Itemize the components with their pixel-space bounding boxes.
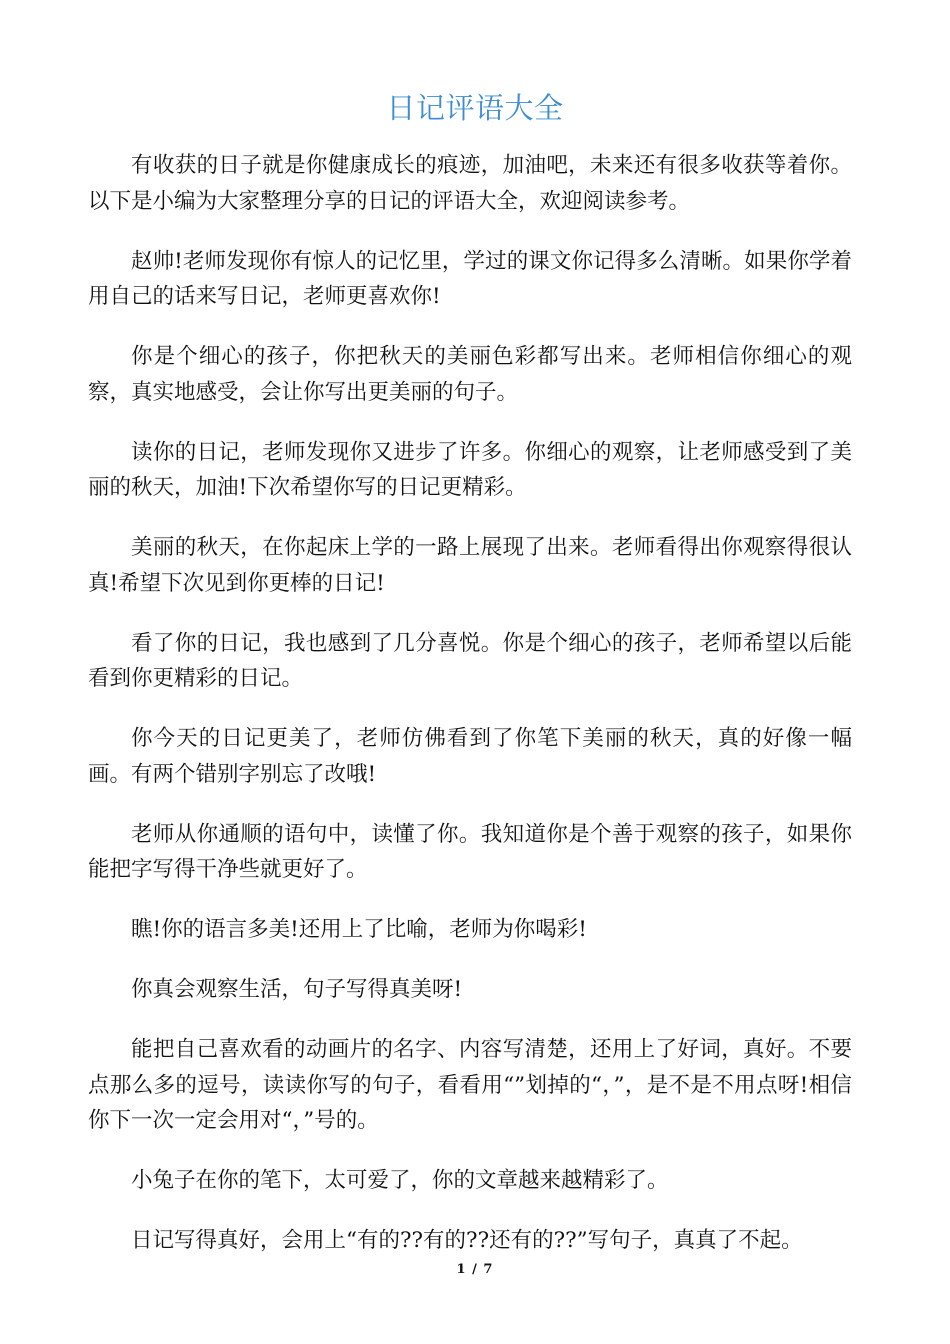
paragraph: 日记写得真好，会用上“有的??有的??还有的??”写句子，真真了不起。	[131, 1228, 803, 1253]
paragraph: 有收获的日子就是你健康成长的痕迹，加油吧，未来还有很多收获等着你。以下是小编为大家整理分享的日记的评语大全，欢迎阅读参考。	[88, 153, 852, 214]
page-number: 1 / 7	[456, 1262, 494, 1277]
document-body	[88, 148, 852, 1283]
paragraph: 瞧!你的语言多美!还用上了比喻，老师为你喝彩!	[131, 917, 587, 942]
paragraph: 小兔子在你的笔下，太可爱了，你的文章越来越精彩了。	[131, 1168, 669, 1193]
document-title: 日记评语大全	[386, 91, 564, 125]
paragraph: 读你的日记，老师发现你又进步了许多。你细心的观察，让老师感受到了美丽的秋天，加油!下次希望你写的日记更精彩。	[88, 439, 852, 500]
paragraph: 看了你的日记，我也感到了几分喜悦。你是个细心的孩子，老师希望以后能看到你更精彩的日记。	[88, 630, 852, 691]
paragraph: 你真会观察生活，句子写得真美呀!	[131, 977, 463, 1002]
paragraph: 能把自己喜欢看的动画片的名字、内容写清楚，还用上了好词，真好。不要点那么多的逗号，读读你写的句子，看看用“”划掉的“，”，是不是不用点呀!相信你下一次一定会用对“，”号的。	[88, 1037, 852, 1133]
paragraph: 你今天的日记更美了，老师仿佛看到了你笔下美丽的秋天，真的好像一幅画。有两个错别字别忘了改哦!	[88, 726, 852, 787]
paragraph: 赵帅!老师发现你有惊人的记忆里，学过的课文你记得多么清晰。如果你学着用自己的话来写日记，老师更喜欢你!	[88, 248, 852, 309]
paragraph: 你是个细心的孩子，你把秋天的美丽色彩都写出来。老师相信你细心的观察，真实地感受，会让你写出更美丽的句子。	[88, 344, 852, 405]
paragraph: 美丽的秋天，在你起床上学的一路上展现了出来。老师看得出你观察得很认真!希望下次见到你更棒的日记!	[88, 535, 852, 596]
paragraph: 老师从你通顺的语句中，读懂了你。我知道你是个善于观察的孩子，如果你能把字写得干净些就更好了。	[88, 821, 852, 882]
